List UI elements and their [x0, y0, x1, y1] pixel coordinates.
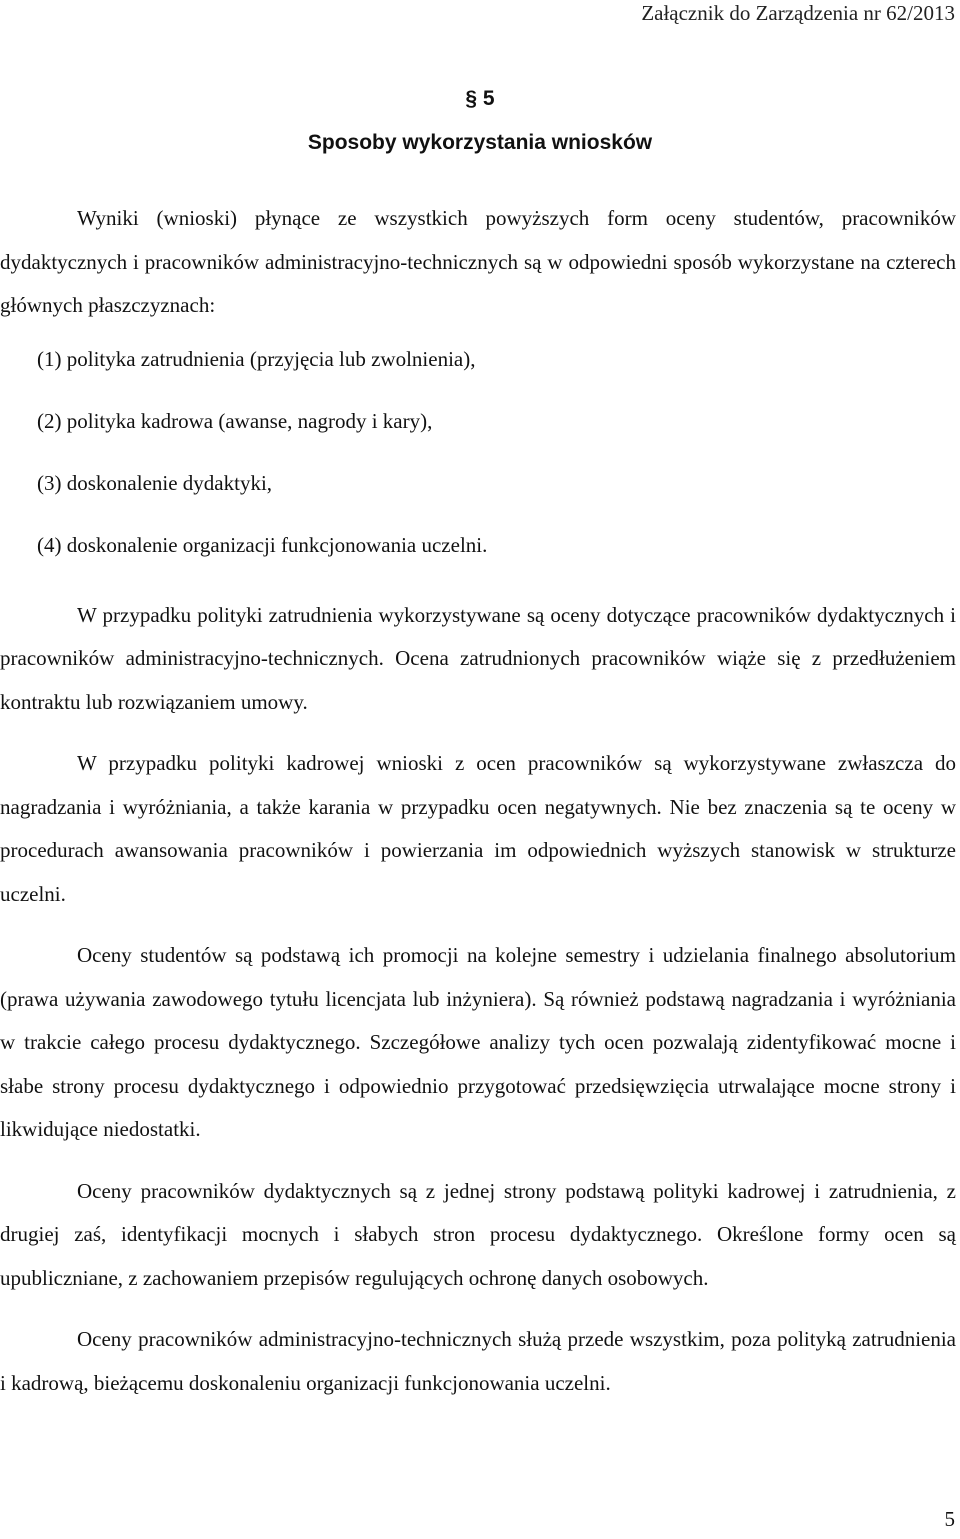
paragraph-student-evaluations: Oceny studentów są podstawą ich promocji na kolejne semestry i udzielania finalnego absolutorium (prawa używania zawodowego tytułu licencjata lub inżyniera). Są również podstawą nagradzania i wyróżniania w trakcie całego procesu dydaktycznego. Szczegółowe analizy tych ocen pozwalają zidentyfikować mocne i słabe strony procesu dydaktycznego i odpowiednio przygotować przedsięwzięcia utrwalające mocne strony i likwidujące niedostatki. [0, 943, 956, 1141]
document-body [0, 197, 956, 1405]
paragraph-employment-policy: W przypadku polityki zatrudnienia wykorzystywane są oceny dotyczące pracowników dydaktycznych i pracowników administracyjno-technicznych. Ocena zatrudnionych pracowników wiąże się z przedłużeniem kontraktu lub rozwiązaniem umowy. [0, 602, 956, 714]
paragraph-admin-staff-evaluations: Oceny pracowników administracyjno-technicznych służą przede wszystkim, poza polityką zatrudnienia i kadrową, bieżącemu doskonaleniu organizacji funkcjonowania uczelni. [0, 1327, 956, 1395]
planes-list [0, 328, 956, 576]
page-number: 5 [944, 1507, 955, 1531]
intro-paragraph: Wyniki (wnioski) płynące ze wszystkich powyższych form oceny studentów, pracowników dydaktycznych i pracowników administracyjno-technicznych są w odpowiedni sposób wykorzystane na czterech głównych płaszczyznach: [0, 206, 956, 317]
section-title: Sposoby wykorzystania wniosków [307, 131, 653, 154]
list-item: (4) doskonalenie organizacji funkcjonowania uczelni. [37, 532, 488, 557]
attachment-header: Załącznik do Zarządzenia nr 62/2013 [641, 1, 955, 25]
list-item: (3) doskonalenie dydaktyki, [37, 470, 273, 495]
paragraph-teaching-staff-evaluations: Oceny pracowników dydaktycznych są z jednej strony podstawą polityki kadrowej i zatrudnienia, z drugiej zaś, identyfikacji mocnych i słabych stron procesu dydaktycznego. Określone formy ocen są upubliczniane, z zachowaniem przepisów regulujących ochronę danych osobowych. [0, 1178, 956, 1290]
list-item: (1) polityka zatrudnienia (przyjęcia lub zwolnienia), [37, 346, 476, 371]
list-item: (2) polityka kadrowa (awanse, nagrody i kary), [37, 408, 433, 433]
section-number: § 5 [465, 87, 495, 110]
paragraph-personnel-policy: W przypadku polityki kadrowej wnioski z ocen pracowników są wykorzystywane zwłaszcza do nagradzania i wyróżniania, a także karania w przypadku ocen negatywnych. Nie bez znaczenia są te oceny w procedurach awansowania pracowników i powierzania im odpowiednich wyższych stanowisk w strukturze uczelni. [0, 751, 956, 906]
